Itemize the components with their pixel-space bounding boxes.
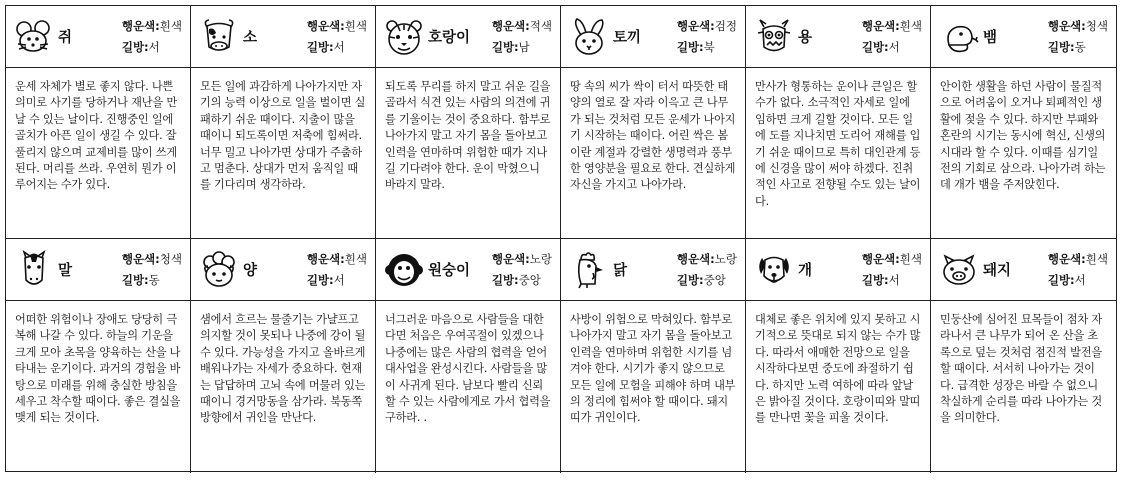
fortune-text-pig: 민둥산에 심어진 묘목들이 점차 자라나서 큰 나무가 되어 온 산을 초록으로 덮는 것처럼 점진적 발전을 할 때이다. 서서히 나아가는 것이다. 급격한 성장은 바랄 수 없으니 착실하게 순리를 따라 나아가는 것을 의미한다. [940, 313, 1102, 425]
snake-icon [939, 17, 979, 57]
animal-name: 말 [58, 263, 73, 279]
lucky-color: 흰색 [899, 251, 922, 266]
header-rat [6, 6, 191, 68]
lucky-color: 청색 [1085, 18, 1108, 33]
animal-name: 소 [243, 30, 258, 46]
fortune-meta: 행운색:흰색 길방:서 [861, 18, 922, 54]
fortune-text-rat: 운세 자체가 별로 좋지 않다. 나쁜 의미로 사기를 당하거나 재난을 만날 수 있는 날이다. 진행중인 일에 골치가 아픈 일이 생길 수 있다. 잘 풀리지 않으며 교제비를 많이 쓰게 된다. 머리를 쓰라. 우연히 뭔가 이루어지는 수가 있다. [6, 68, 191, 239]
dog-icon [754, 250, 794, 290]
header-rooster [561, 239, 746, 301]
animal-name: 개 [798, 263, 813, 279]
lucky-direction: 서 [333, 39, 345, 54]
lucky-color: 흰색 [899, 18, 922, 33]
ox-icon [199, 17, 239, 57]
fortune-text-ox: 모든 일에 과감하게 나아가지만 자기의 능력 이상으로 일을 벌이면 실패하기 쉬운 때이다. 지출이 많을 때이니 되도록이면 저축에 힘써라. 너무 밀고 나아가면 상대가 주춤하고 멈춘다. 상대가 먼저 움직일 때를 기다리며 생각하라. [191, 68, 376, 239]
header-horse [6, 239, 191, 301]
horse-icon [14, 250, 54, 290]
animal-name: 돼지 [983, 263, 1012, 279]
lucky-direction: 중앙 [703, 272, 726, 287]
fortune-meta: 행운색:흰색 길방:서 [1047, 251, 1108, 287]
lucky-direction: 동 [148, 272, 160, 287]
fortune-meta: 행운색:검정 길방:북 [676, 18, 737, 54]
fortune-meta: 행운색:청색 길방:동 [1047, 18, 1108, 54]
fortune-text-rooster: 사방이 위험으로 막혀있다. 함부로 나아가지 말고 자기 몸을 돌아보고 인력을 연마하며 위험한 시기를 넘겨야 한다. 시기가 좋지 않으므로 모든 일에 모험을 피해야 하며 내부의 정리에 힘써야 할 때이다. 돼지띠가 귀인이다. [561, 301, 746, 473]
tiger-icon [384, 17, 424, 57]
header-dragon [746, 6, 931, 68]
rooster-icon [569, 250, 609, 290]
lucky-color: 흰색 [159, 18, 182, 33]
zodiac-fortune-table [5, 5, 1117, 472]
fortune-meta: 행운색:노랑 길방:중앙 [676, 251, 737, 287]
lucky-direction: 서 [148, 39, 160, 54]
lucky-direction: 동 [1074, 39, 1086, 54]
lucky-color: 노랑 [714, 251, 737, 266]
monkey-icon [384, 250, 424, 290]
animal-name: 호랑이 [428, 30, 471, 46]
fortune-text-sheep: 샘에서 흐르는 물줄기는 가냘프고 의지할 것이 못되나 나중에 강이 될 수 있다. 가능성을 가지고 올바르게 배워나가는 자세가 중요하다. 현재는 답답하며 고뇌 속에 머물러 있는 때이니 경거망동을 삼가라. 북동쪽 방향에서 귀인을 만난다. [191, 301, 376, 473]
lucky-direction: 서 [888, 39, 900, 54]
fortune-meta: 행운색:흰색 길방:서 [306, 18, 367, 54]
lucky-direction: 중앙 [518, 272, 541, 287]
sheep-icon [199, 250, 239, 290]
rat-icon [14, 17, 54, 57]
rabbit-icon [569, 17, 609, 57]
lucky-direction: 북 [703, 39, 715, 54]
lucky-color: 검정 [714, 18, 737, 33]
header-ox [191, 6, 376, 68]
fortune-meta: 행운색:청색 길방:동 [121, 251, 182, 287]
fortune-meta: 행운색:노랑 길방:중앙 [491, 251, 552, 287]
lucky-color: 청색 [159, 251, 182, 266]
fortune-meta: 행운색:흰색 길방:서 [306, 251, 367, 287]
lucky-direction: 서 [1074, 272, 1086, 287]
animal-name: 뱀 [983, 30, 998, 46]
animal-name: 쥐 [58, 30, 73, 46]
animal-name: 닭 [613, 263, 628, 279]
header-pig [931, 239, 1116, 301]
lucky-color: 흰색 [344, 18, 367, 33]
header-rabbit [561, 6, 746, 68]
fortune-text-snake: 안이한 생활을 하던 사람이 물질적으로 어려움이 오거나 퇴폐적인 생활에 젖을 수 있다. 하지만 부패와 혼란의 시기는 동시에 혁신, 신생의 시대라 할 수 있다. 이때를 심기일전의 기회로 삼으라. 나아가려 하는데 개가 뱀을 주저앉힌다. [931, 68, 1116, 239]
animal-name: 양 [243, 263, 258, 279]
lucky-color: 흰색 [344, 251, 367, 266]
fortune-text-monkey: 너그러운 마음으로 사람들을 대한다면 처음은 우여곡절이 있겠으나 나중에는 많은 사람의 협력을 얻어 대사업을 완성시킨다. 사람들을 많이 사귀게 된다. 남보다 빨리 신뢰할 수 있는 사람에게로 가서 협력을 구하라. . [376, 301, 561, 473]
fortune-meta: 행운색:흰색 길방:서 [861, 251, 922, 287]
fortune-meta: 행운색:흰색 길방:서 [121, 18, 182, 54]
fortune-text-dragon: 만사가 형통하는 운이나 큰일은 할 수가 없다. 소극적인 자세로 일에 임하면 크게 길할 것이다. 모든 일에 도를 지나치면 도리어 재해를 입기 쉬운 때이므로 특히 대인관계 등에 신경을 많이 써야 하겠다. 진취적인 사고로 전향될 수도 있는 날이다. [746, 68, 931, 239]
lucky-color: 노랑 [529, 251, 552, 266]
lucky-color: 흰색 [1085, 251, 1108, 266]
lucky-color: 적색 [529, 18, 552, 33]
fortune-text-rabbit: 땅 속의 씨가 싹이 터서 따뜻한 태양의 열로 잘 자라 이윽고 큰 나무가 되는 것처럼 모든 운세가 나아지기 시작하는 때이다. 어린 싹은 봄이란 계절과 강렬한 생명력과 풍부한 영양분을 필요로 한다. 견실하게 자신을 가지고 나아가라. [561, 68, 746, 239]
header-snake [931, 6, 1116, 68]
lucky-direction: 남 [518, 39, 530, 54]
lucky-direction: 서 [333, 272, 345, 287]
fortune-meta: 행운색:적색 길방:남 [491, 18, 552, 54]
animal-name: 토끼 [613, 30, 642, 46]
fortune-text-horse: 어떠한 위험이나 장애도 당당히 극복해 나갈 수 있다. 하늘의 기운을 크게 모아 초목을 양육하는 산을 나타내는 운기이다. 과거의 경험을 바탕으로 미래를 위해 충실한 방침을 세우고 착수할 때이다. 좋은 결실을 맺게 되는 것이다. [6, 301, 191, 473]
header-tiger [376, 6, 561, 68]
lucky-direction: 서 [888, 272, 900, 287]
fortune-text-tiger: 되도록 무리를 하지 말고 쉬운 길을 골라서 식견 있는 사람의 의견에 귀를 기울이는 것이 중요하다. 함부로 나아가지 말고 자기 몸을 돌아보고 인력을 연마하며 위험한 때가 지나길 기다려야 한다. 운이 막혔으니 바라지 말라. [376, 68, 561, 239]
header-monkey [376, 239, 561, 301]
pig-icon [939, 250, 979, 290]
fortune-text-dog: 대체로 좋은 위치에 있지 못하고 시기적으로 뜻대로 되지 않는 수가 많다. 따라서 애매한 전망으로 일을 시작하다보면 중도에 좌절하기 쉽다. 하지만 노력 여하에 따라 앞날은 밝아질 것이다. 호랑이띠와 말띠를 만나면 꽃을 피울 것이다. [746, 301, 931, 473]
animal-name: 용 [798, 30, 813, 46]
animal-name: 원숭이 [428, 263, 471, 279]
dragon-icon [754, 17, 794, 57]
header-sheep [191, 239, 376, 301]
header-dog [746, 239, 931, 301]
